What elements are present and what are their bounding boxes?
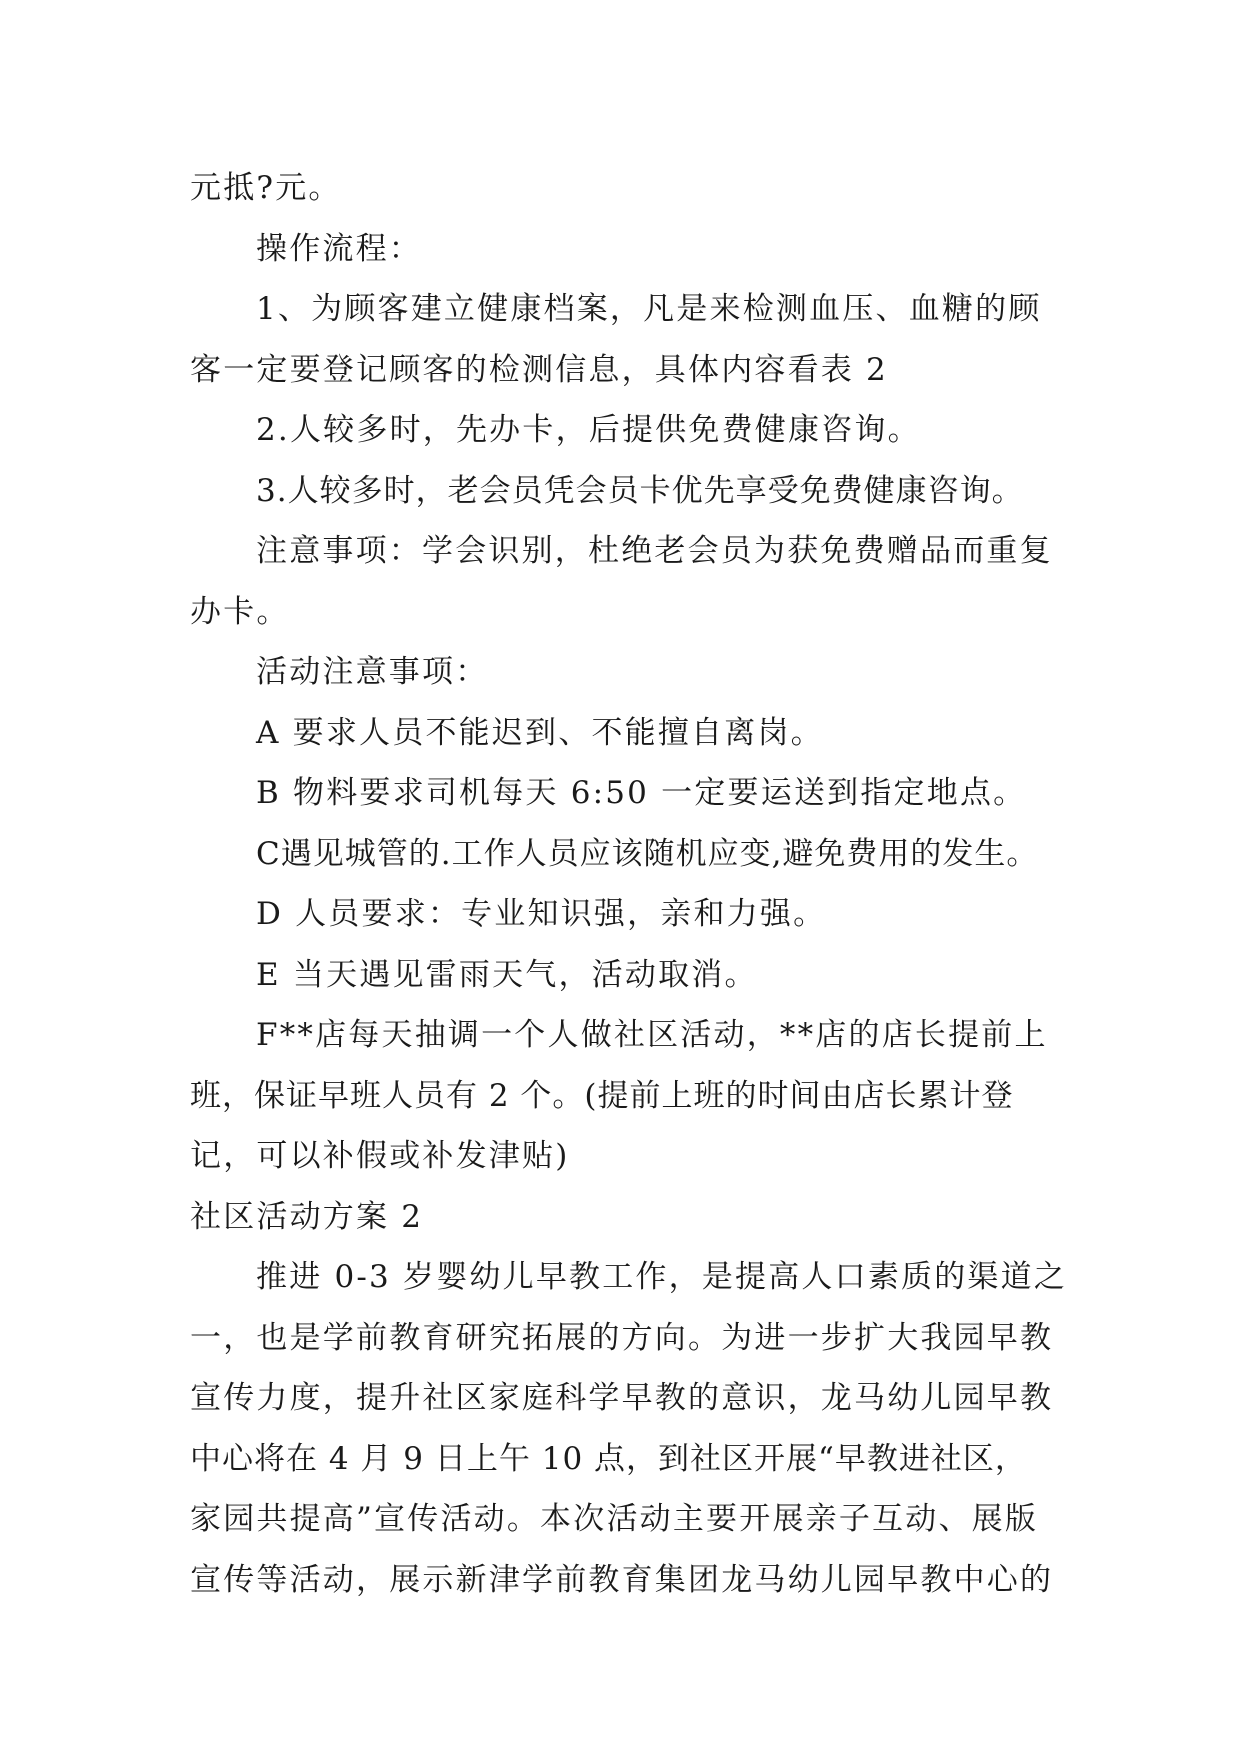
text-line: 家园共提高”宣传活动。本次活动主要开展亲子互动、展版 [190,1501,1039,1537]
list-item: D 人员要求：专业知识强，亲和力强。 [256,896,827,932]
document-body [190,158,1068,1610]
text-line: 办卡。 [190,593,290,630]
text-line: 1、为顾客建立健康档案，凡是来检测血压、血糖的顾 [256,291,1042,327]
text-line: 元抵?元。 [190,170,342,206]
list-item: C遇见城管的.工作人员应该随机应变,避免费用的发生。 [256,835,1039,872]
section-heading-operation-flow: 操作流程： [256,230,422,267]
text-line: 班，保证早班人员有 2 个。(提前上班的时间由店长累计登 [190,1077,1014,1114]
section-title: 社区活动方案 2 [190,1198,424,1235]
list-item: F**店每天抽调一个人做社区活动，**店的店长提前上 [256,1017,1048,1053]
list-item: A 要求人员不能迟到、不能擅自离岗。 [256,714,824,751]
text-line: 客一定要登记顾客的检测信息，具体内容看表 2 [190,351,888,388]
text-line: 3.人较多时，老会员凭会员卡优先享受免费健康咨询。 [256,472,1024,509]
text-line: 2.人较多时，先办卡，后提供免费健康咨询。 [256,412,921,448]
text-line: 推进 0-3 岁婴幼儿早教工作，是提高人口素质的渠道之 [256,1259,1068,1295]
list-item: E 当天遇见雷雨天气，活动取消。 [256,956,758,993]
text-line: 宣传力度，提升社区家庭科学早教的意识，龙马幼儿园早教 [190,1380,1054,1416]
text-line: 一，也是学前教育研究拓展的方向。为进一步扩大我园早教 [190,1319,1054,1356]
text-line: 宣传等活动，展示新津学前教育集团龙马幼儿园早教中心的 [190,1561,1054,1598]
list-item: B 物料要求司机每天 6:50 一定要运送到指定地点。 [256,775,1027,811]
text-line: 中心将在 4 月 9 日上午 10 点，到社区开展“早教进社区， [190,1440,1027,1477]
section-heading-activity-notes: 活动注意事项： [256,654,489,690]
text-line: 注意事项：学会识别，杜绝老会员为获免费赠品而重复 [256,533,1053,569]
text-line: 记，可以补假或补发津贴) [190,1138,570,1174]
